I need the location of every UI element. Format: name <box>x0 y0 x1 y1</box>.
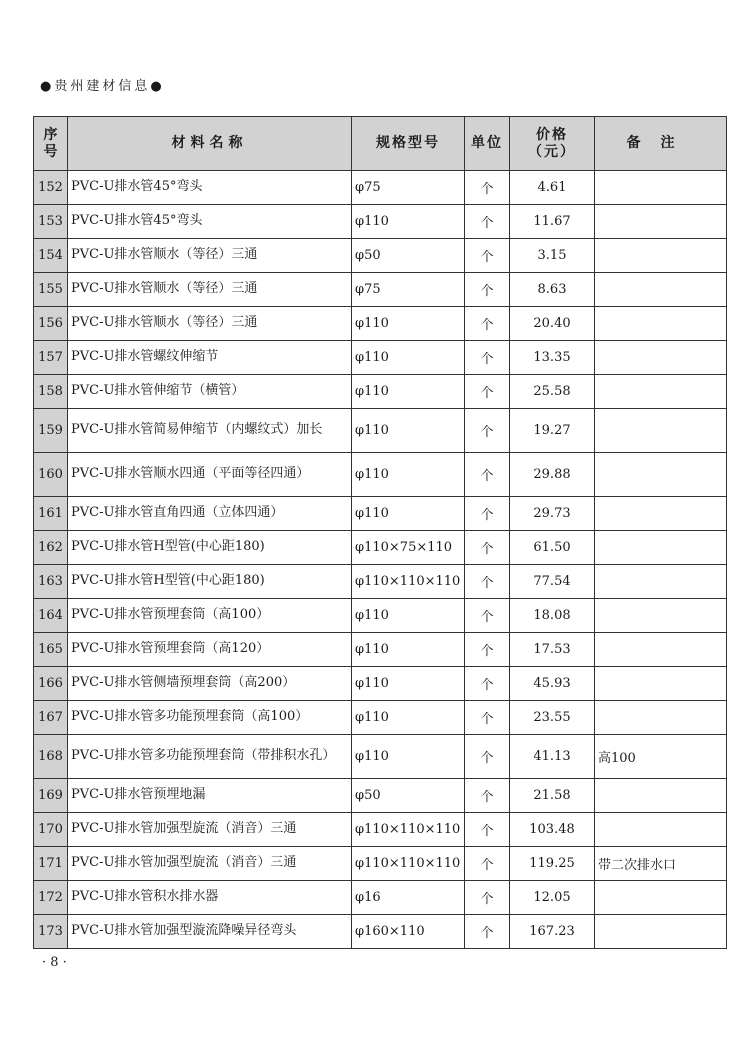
cell-unit: 个 <box>465 701 510 735</box>
cell-no: 170 <box>34 813 68 847</box>
header-cell-spec: 规格型号 <box>352 117 465 171</box>
page-number: · 8 · <box>42 955 67 970</box>
table-row <box>34 341 727 375</box>
header-cell-note: 备注 <box>595 117 727 171</box>
cell-price: 29.73 <box>510 497 595 531</box>
cell-name: PVC-U排水管顺水（等径）三通 <box>68 239 352 273</box>
cell-price: 4.61 <box>510 171 595 205</box>
cell-name: PVC-U排水管H型管(中心距180) <box>68 531 352 565</box>
cell-price: 21.58 <box>510 779 595 813</box>
cell-note <box>595 307 727 341</box>
cell-spec: φ75 <box>352 273 465 307</box>
cell-unit: 个 <box>465 307 510 341</box>
cell-unit: 个 <box>465 915 510 949</box>
cell-unit: 个 <box>465 847 510 881</box>
cell-name: PVC-U排水管螺纹伸缩节 <box>68 341 352 375</box>
cell-name: PVC-U排水管顺水（等径）三通 <box>68 307 352 341</box>
cell-spec: φ110×110×110 <box>352 847 465 881</box>
cell-name: PVC-U排水管预埋套筒（高120） <box>68 633 352 667</box>
cell-no: 163 <box>34 565 68 599</box>
cell-name: PVC-U排水管45°弯头 <box>68 171 352 205</box>
cell-no: 159 <box>34 409 68 453</box>
cell-price: 19.27 <box>510 409 595 453</box>
cell-no: 155 <box>34 273 68 307</box>
cell-price: 25.58 <box>510 375 595 409</box>
cell-no: 153 <box>34 205 68 239</box>
cell-spec: φ50 <box>352 239 465 273</box>
cell-spec: φ110 <box>352 497 465 531</box>
cell-unit: 个 <box>465 531 510 565</box>
cell-note <box>595 701 727 735</box>
cell-spec: φ110 <box>352 667 465 701</box>
cell-price: 29.88 <box>510 453 595 497</box>
header-cell-unit: 单位 <box>465 117 510 171</box>
cell-unit: 个 <box>465 813 510 847</box>
cell-no: 171 <box>34 847 68 881</box>
cell-unit: 个 <box>465 273 510 307</box>
cell-no: 157 <box>34 341 68 375</box>
cell-note <box>595 239 727 273</box>
cell-no: 172 <box>34 881 68 915</box>
cell-name: PVC-U排水管加强型漩流降噪异径弯头 <box>68 915 352 949</box>
cell-spec: φ110 <box>352 375 465 409</box>
cell-note <box>595 497 727 531</box>
header-cell-price: 价格（元） <box>510 117 595 171</box>
cell-no: 173 <box>34 915 68 949</box>
cell-name: PVC-U排水管侧墙预埋套筒（高200） <box>68 667 352 701</box>
cell-spec: φ50 <box>352 779 465 813</box>
cell-price: 45.93 <box>510 667 595 701</box>
cell-name: PVC-U排水管多功能预埋套筒（带排积水孔） <box>68 735 352 779</box>
cell-no: 158 <box>34 375 68 409</box>
cell-note: 带二次排水口 <box>595 847 727 881</box>
table-row <box>34 565 727 599</box>
cell-spec: φ75 <box>352 171 465 205</box>
table-row <box>34 453 727 497</box>
cell-name: PVC-U排水管加强型旋流（消音）三通 <box>68 813 352 847</box>
cell-spec: φ110 <box>352 701 465 735</box>
table-row <box>34 813 727 847</box>
table-row <box>34 205 727 239</box>
table-row <box>34 531 727 565</box>
cell-price: 20.40 <box>510 307 595 341</box>
cell-name: PVC-U排水管预埋地漏 <box>68 779 352 813</box>
cell-spec: φ110 <box>352 409 465 453</box>
cell-price: 18.08 <box>510 599 595 633</box>
cell-note <box>595 409 727 453</box>
table-row <box>34 847 727 881</box>
cell-no: 169 <box>34 779 68 813</box>
cell-price: 8.63 <box>510 273 595 307</box>
cell-price: 17.53 <box>510 633 595 667</box>
cell-note <box>595 531 727 565</box>
table-row <box>34 633 727 667</box>
cell-spec: φ110 <box>352 599 465 633</box>
cell-spec: φ110×110×110 <box>352 565 465 599</box>
header-cell-no: 序号 <box>34 117 68 171</box>
table-row <box>34 599 727 633</box>
cell-price: 3.15 <box>510 239 595 273</box>
cell-spec: φ160×110 <box>352 915 465 949</box>
cell-unit: 个 <box>465 205 510 239</box>
table-row <box>34 375 727 409</box>
cell-name: PVC-U排水管顺水四通（平面等径四通） <box>68 453 352 497</box>
cell-unit: 个 <box>465 409 510 453</box>
cell-name: PVC-U排水管预埋套筒（高100） <box>68 599 352 633</box>
cell-spec: φ110 <box>352 633 465 667</box>
cell-no: 168 <box>34 735 68 779</box>
cell-name: PVC-U排水管H型管(中心距180) <box>68 565 352 599</box>
cell-note <box>595 881 727 915</box>
cell-name: PVC-U排水管直角四通（立体四通） <box>68 497 352 531</box>
table-row <box>34 171 727 205</box>
cell-spec: φ110 <box>352 307 465 341</box>
cell-note <box>595 779 727 813</box>
cell-note <box>595 453 727 497</box>
cell-unit: 个 <box>465 633 510 667</box>
table-row <box>34 239 727 273</box>
cell-name: PVC-U排水管简易伸缩节（内螺纹式）加长 <box>68 409 352 453</box>
cell-unit: 个 <box>465 453 510 497</box>
cell-no: 167 <box>34 701 68 735</box>
table-row <box>34 881 727 915</box>
cell-note <box>595 565 727 599</box>
cell-spec: φ110 <box>352 453 465 497</box>
cell-note: 高100 <box>595 735 727 779</box>
cell-spec: φ16 <box>352 881 465 915</box>
cell-price: 77.54 <box>510 565 595 599</box>
cell-no: 161 <box>34 497 68 531</box>
cell-note <box>595 375 727 409</box>
table-row <box>34 307 727 341</box>
cell-name: PVC-U排水管45°弯头 <box>68 205 352 239</box>
cell-price: 13.35 <box>510 341 595 375</box>
cell-unit: 个 <box>465 565 510 599</box>
cell-price: 167.23 <box>510 915 595 949</box>
table-row <box>34 915 727 949</box>
cell-spec: φ110×110×110 <box>352 813 465 847</box>
cell-price: 11.67 <box>510 205 595 239</box>
table-row <box>34 409 727 453</box>
price-table <box>33 116 727 949</box>
table-row <box>34 779 727 813</box>
running-header: ●贵州建材信息● <box>40 79 165 94</box>
cell-unit: 个 <box>465 735 510 779</box>
cell-no: 165 <box>34 633 68 667</box>
cell-note <box>595 915 727 949</box>
cell-unit: 个 <box>465 599 510 633</box>
cell-price: 119.25 <box>510 847 595 881</box>
cell-unit: 个 <box>465 881 510 915</box>
cell-name: PVC-U排水管伸缩节（横管） <box>68 375 352 409</box>
cell-unit: 个 <box>465 375 510 409</box>
cell-unit: 个 <box>465 239 510 273</box>
cell-no: 164 <box>34 599 68 633</box>
cell-no: 156 <box>34 307 68 341</box>
table-row <box>34 273 727 307</box>
table-row <box>34 735 727 779</box>
header-cell-name: 材料名称 <box>68 117 352 171</box>
cell-spec: φ110 <box>352 341 465 375</box>
cell-spec: φ110 <box>352 205 465 239</box>
cell-note <box>595 205 727 239</box>
cell-price: 23.55 <box>510 701 595 735</box>
cell-note <box>595 273 727 307</box>
cell-no: 152 <box>34 171 68 205</box>
cell-no: 154 <box>34 239 68 273</box>
cell-no: 160 <box>34 453 68 497</box>
cell-name: PVC-U排水管加强型旋流（消音）三通 <box>68 847 352 881</box>
table-row <box>34 497 727 531</box>
table-header-row <box>34 117 727 171</box>
cell-unit: 个 <box>465 171 510 205</box>
cell-note <box>595 667 727 701</box>
cell-price: 41.13 <box>510 735 595 779</box>
cell-price: 12.05 <box>510 881 595 915</box>
cell-price: 103.48 <box>510 813 595 847</box>
cell-unit: 个 <box>465 779 510 813</box>
cell-name: PVC-U排水管积水排水器 <box>68 881 352 915</box>
cell-unit: 个 <box>465 341 510 375</box>
cell-note <box>595 599 727 633</box>
cell-name: PVC-U排水管多功能预埋套筒（高100） <box>68 701 352 735</box>
cell-note <box>595 813 727 847</box>
cell-no: 162 <box>34 531 68 565</box>
cell-unit: 个 <box>465 667 510 701</box>
table-row <box>34 701 727 735</box>
cell-note <box>595 341 727 375</box>
table-row <box>34 667 727 701</box>
cell-no: 166 <box>34 667 68 701</box>
cell-note <box>595 633 727 667</box>
cell-spec: φ110 <box>352 735 465 779</box>
cell-name: PVC-U排水管顺水（等径）三通 <box>68 273 352 307</box>
cell-spec: φ110×75×110 <box>352 531 465 565</box>
cell-note <box>595 171 727 205</box>
cell-price: 61.50 <box>510 531 595 565</box>
cell-unit: 个 <box>465 497 510 531</box>
